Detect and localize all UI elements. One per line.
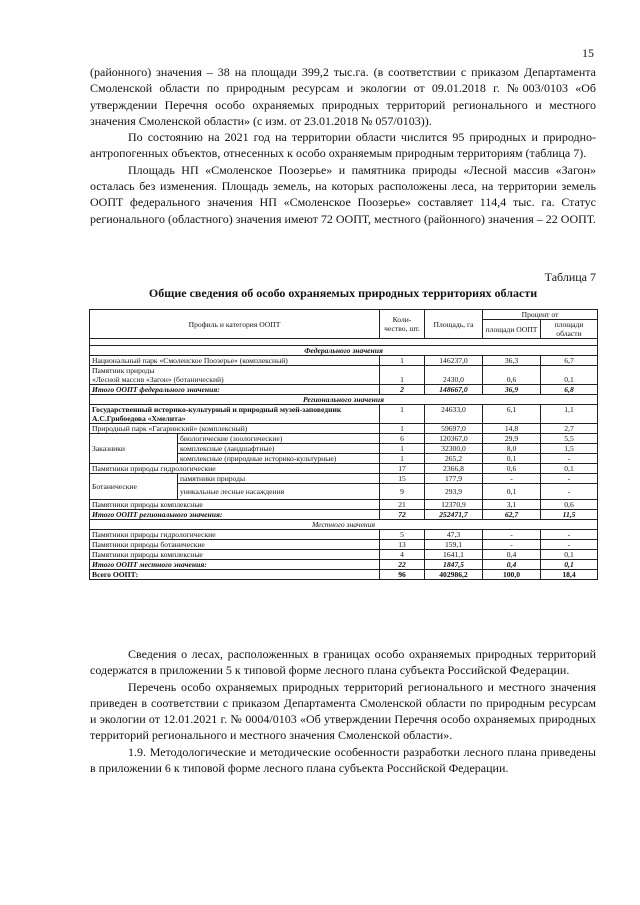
row-pct-area: - — [483, 540, 541, 550]
row-count: 2 — [380, 385, 425, 395]
row-count: 17 — [380, 464, 425, 474]
row-count: 1 — [380, 454, 425, 464]
row-area: 402986,2 — [425, 570, 483, 580]
row-count: 1 — [380, 444, 425, 454]
table-row — [90, 366, 598, 385]
table-row — [90, 474, 598, 484]
row-area: 293,9 — [425, 484, 483, 500]
row-pct-region: 6,8 — [541, 385, 598, 395]
row-count: 96 — [380, 570, 425, 580]
row-name-line: Памятник природы — [92, 366, 155, 375]
row-pct-area: 14,8 — [483, 424, 541, 434]
page-number: 15 — [582, 46, 594, 60]
row-pct-region: 2,7 — [541, 424, 598, 434]
row-count: 1 — [380, 366, 425, 385]
header-profile: Профиль и категория ООПТ — [90, 310, 380, 339]
outro-text — [90, 646, 596, 776]
row-name: Природный парк «Гагаринский» (комплексный) — [90, 424, 380, 434]
row-count: 4 — [380, 550, 425, 560]
row-name: комплексные (природные историко-культурные) — [178, 454, 380, 464]
total-row — [90, 385, 598, 395]
row-pct-region: 18,4 — [541, 570, 598, 580]
row-name: Итого ООПТ регионального значения: — [90, 510, 380, 520]
row-area: 252471,7 — [425, 510, 483, 520]
section-federal: Федерального значения — [90, 346, 598, 356]
paragraph: Площадь НП «Смоленское Поозерье» и памятника природы «Лесной массив «Загон» осталась без изменения. Площадь земель, на которых расположены леса, на территории земель ООПТ федерального значения НП «Смоленское Поозерье» составляет 114,4 тыс. га. Статус регионального (областного) значения имеют 72 ООПТ, местного (районного) значения – 22 ООПТ. — [90, 162, 596, 226]
row-pct-region: - — [541, 530, 598, 540]
row-pct-area: 36,9 — [483, 385, 541, 395]
row-count: 21 — [380, 500, 425, 510]
row-name: памятники природы — [178, 474, 380, 484]
row-name: комплексные (ландшафтные) — [178, 444, 380, 454]
row-pct-area: - — [483, 474, 541, 484]
row-name: уникальные лесные насаждения — [178, 484, 380, 500]
row-count: 22 — [380, 560, 425, 570]
row-count: 1 — [380, 424, 425, 434]
row-name: Национальный парк «Смоленское Поозерье» (комплексный) — [90, 356, 380, 366]
row-pct-area: 0,1 — [483, 484, 541, 500]
row-pct-area: 0,6 — [483, 464, 541, 474]
row-name: Памятники природы гидрологические — [90, 530, 380, 540]
total-row — [90, 560, 598, 570]
paragraph: По состоянию на 2021 год на территории области числится 95 природных и природно-антропогенных объектов, отнесенных к особо охраняемым природным территориям (таблица 7). — [90, 130, 596, 161]
row-pct-area: 0,4 — [483, 550, 541, 560]
table-row — [90, 464, 598, 474]
row-area: 32300,0 — [425, 444, 483, 454]
total-row — [90, 510, 598, 520]
row-area: 2366,8 — [425, 464, 483, 474]
row-area: 2430,0 — [425, 366, 483, 385]
row-name: Памятники природы гидрологические — [90, 464, 380, 474]
section-row — [90, 395, 598, 405]
section-regional: Регионального значения — [90, 395, 598, 405]
header-pct-region: площади области — [541, 320, 598, 339]
group-label: Ботанические — [90, 474, 178, 500]
row-name: Всего ООПТ: — [90, 570, 380, 580]
row-pct-area: 29,9 — [483, 434, 541, 444]
row-area: 1641,1 — [425, 550, 483, 560]
spacer-row — [90, 339, 598, 346]
row-area: 146237,0 — [425, 356, 483, 366]
row-pct-region: 0,6 — [541, 500, 598, 510]
row-area: 265,2 — [425, 454, 483, 464]
row-pct-region: 5,5 — [541, 434, 598, 444]
oopt-table — [89, 309, 598, 580]
row-name: Памятники природы ботанические — [90, 540, 380, 550]
group-label: Заказники — [90, 434, 178, 464]
row-pct-area: 36,3 — [483, 356, 541, 366]
row-name-line: «Лесной массив «Загон» (ботанический) — [92, 375, 224, 384]
row-pct-area: 3,1 — [483, 500, 541, 510]
paragraph: (районного) значения – 38 на площади 399,2 тыс.га. (в соответствии с приказом Департамента Смоленской области по природным ресурсам и экологии от 09.01.2018 г. №003/0103 «Об утверждении Перечня особо охраняемых природных территорий регионального и местного значения Смоленской области» (с изм. от 23.01.2018 № 057/0103)). — [90, 65, 596, 128]
row-area: 148667,0 — [425, 385, 483, 395]
row-area: 120367,0 — [425, 434, 483, 444]
row-count: 1 — [380, 356, 425, 366]
row-name: Памятники природы комплексные — [90, 550, 380, 560]
row-pct-region: 0,1 — [541, 464, 598, 474]
row-name: Итого ООПТ местного значения: — [90, 560, 380, 570]
header-area: Площадь, га — [425, 310, 483, 339]
row-name: Итого ООПТ федерального значения: — [90, 385, 380, 395]
table-row — [90, 550, 598, 560]
row-pct-region: 0,1 — [541, 550, 598, 560]
row-pct-area: 0,6 — [483, 366, 541, 385]
row-count: 1 — [380, 405, 425, 424]
row-pct-region: 1,1 — [541, 405, 598, 424]
row-area: 159,1 — [425, 540, 483, 550]
row-count: 9 — [380, 484, 425, 500]
row-pct-region: 1,5 — [541, 444, 598, 454]
row-area: 59697,0 — [425, 424, 483, 434]
spacer-cell — [90, 339, 598, 346]
table-row — [90, 356, 598, 366]
row-pct-area: 8,0 — [483, 444, 541, 454]
grand-total-row — [90, 570, 598, 580]
paragraph: 1.9. Методологические и методические особенности разработки лесного плана приведены в приложении 6 к типовой форме лесного плана субъекта Российской Федерации. — [90, 744, 596, 776]
row-pct-area: - — [483, 530, 541, 540]
row-pct-region: - — [541, 474, 598, 484]
row-pct-area: 0,4 — [483, 560, 541, 570]
row-name: Государственный историко-культурный и природный музей-заповедник А.С.Грибоедова «Хмелита» — [90, 405, 380, 424]
section-local: Местного значения — [90, 520, 598, 530]
row-count: 72 — [380, 510, 425, 520]
section-row — [90, 346, 598, 356]
row-area: 47,3 — [425, 530, 483, 540]
table-title: Общие сведения об особо охраняемых природных территориях области — [148, 286, 538, 300]
table-row — [90, 434, 598, 444]
table-row — [90, 424, 598, 434]
table-row — [90, 540, 598, 550]
row-name — [90, 366, 380, 385]
section-row — [90, 520, 598, 530]
paragraph: Сведения о лесах, расположенных в границах особо охраняемых природных территорий содержатся в приложении 5 к типовой форме лесного плана субъекта Российской Федерации. — [90, 647, 596, 678]
row-pct-area: 6,1 — [483, 405, 541, 424]
row-pct-region: 11,5 — [541, 510, 598, 520]
row-count: 5 — [380, 530, 425, 540]
row-name: Памятники природы комплексные — [90, 500, 380, 510]
row-pct-region: 0,1 — [541, 560, 598, 570]
header-pct-area: площади ООПТ — [483, 320, 541, 339]
table-row — [90, 530, 598, 540]
table-row — [90, 405, 598, 424]
paragraph: Перечень особо охраняемых природных территорий регионального и местного значения приведен в соответствии с приказом Департамента Смоленской области по природным ресурсам и экологии от 12.01.2021 г. № 0004/0103 «Об утверждении Перечня особо охраняемых природных территорий регионального и местного значения Смоленской области». — [90, 679, 596, 743]
header-row — [90, 310, 598, 320]
row-pct-region: - — [541, 454, 598, 464]
row-count: 13 — [380, 540, 425, 550]
header-count: Коли-чество, шт. — [380, 310, 425, 339]
row-area: 1847,5 — [425, 560, 483, 570]
row-pct-area: 62,7 — [483, 510, 541, 520]
row-area: 24633,0 — [425, 405, 483, 424]
row-pct-region: 0,1 — [541, 366, 598, 385]
intro-text — [90, 64, 596, 227]
row-area: 177,9 — [425, 474, 483, 484]
row-pct-area: 0,1 — [483, 454, 541, 464]
header-percent: Процент от — [483, 310, 598, 320]
row-pct-region: 6,7 — [541, 356, 598, 366]
table-row — [90, 500, 598, 510]
row-area: 12370,9 — [425, 500, 483, 510]
row-pct-region: - — [541, 484, 598, 500]
row-pct-area: 100,0 — [483, 570, 541, 580]
table-caption: Таблица 7 — [544, 270, 596, 284]
row-name: биологические (зоологические) — [178, 434, 380, 444]
row-count: 6 — [380, 434, 425, 444]
row-count: 15 — [380, 474, 425, 484]
row-pct-region: - — [541, 540, 598, 550]
